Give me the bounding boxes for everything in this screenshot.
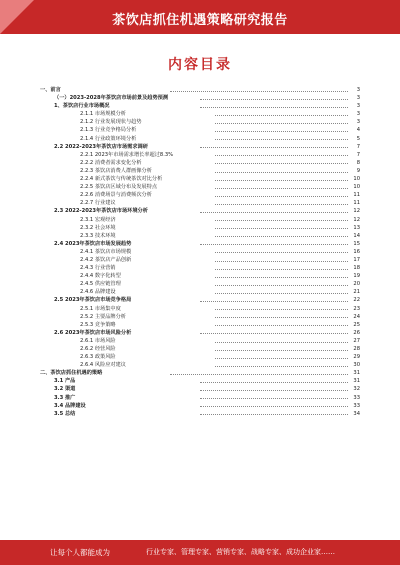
toc-page-number: 29: [353, 354, 360, 361]
toc-entry[interactable]: [40, 110, 360, 118]
toc-page-number: 19: [353, 273, 360, 280]
toc-page-number: 33: [353, 402, 360, 409]
header-bar: [0, 0, 400, 34]
toc-entry-title: 2.2.6 消费场景与消费频次分析: [80, 192, 152, 199]
toc-leader-dots: [215, 293, 348, 294]
footer-bar: [0, 540, 400, 565]
toc-entry-title: （一）2023-2028年茶饮店市场前景及趋势预测: [54, 95, 169, 102]
toc-entry-title: 3.4 品牌建设: [54, 402, 86, 409]
toc-entry-title: 2.6.4 风险应对建议: [80, 362, 126, 369]
toc-entry[interactable]: [40, 272, 360, 280]
toc-leader-dots: [215, 180, 348, 181]
toc-page-number: 21: [353, 289, 360, 296]
toc-page-number: 23: [353, 305, 360, 312]
toc-entry-title: 2.2.5 茶饮店区域分布及发展特点: [80, 184, 158, 191]
toc-entry[interactable]: [40, 224, 360, 232]
toc-page-number: 3: [356, 95, 360, 102]
toc-entry[interactable]: [40, 288, 360, 296]
toc-entry-title: 2.4.6 品牌建设: [80, 289, 116, 296]
toc-leader-dots: [200, 390, 348, 391]
toc-leader-dots: [200, 99, 348, 100]
toc-page-number: 8: [356, 159, 360, 166]
toc-entry[interactable]: [40, 394, 360, 402]
toc-page-number: 16: [353, 248, 360, 255]
toc-leader-dots: [215, 350, 348, 351]
toc-entry[interactable]: [40, 175, 360, 183]
toc-page-number: 34: [353, 410, 360, 417]
toc-entry-title: 2.5.1 市场集中度: [80, 305, 121, 312]
footer-roles: 行业专家、管理专家、营销专家、战略专家、成功企业家……: [146, 548, 335, 556]
toc-entry[interactable]: [40, 377, 360, 385]
toc-leader-dots: [215, 163, 348, 164]
toc-entry-title: 2.2 2022-2023年茶饮店市场需求调研: [54, 143, 148, 150]
toc-entry[interactable]: [40, 191, 360, 199]
toc-entry-title: 2.6.2 经营风险: [80, 346, 116, 352]
toc-entry-title: 2.3 2022-2023年茶饮店市场环境分析: [54, 208, 148, 215]
toc-leader-dots: [215, 188, 348, 189]
toc-entry-title: 2.4.4 数字化转型: [80, 273, 121, 280]
toc-leader-dots: [200, 244, 348, 245]
toc-entry-title: 2.6 2023年茶饮店市场风险分析: [54, 329, 132, 336]
toc-entry-title: 2.6.3 政策风险: [80, 354, 116, 361]
toc-entry-title: 2.1.2 行业发展现状与趋势: [80, 119, 142, 126]
toc-entry[interactable]: [40, 264, 360, 272]
toc-page-number: 31: [353, 378, 360, 385]
toc-leader-dots: [215, 317, 348, 318]
toc-page-number: 10: [353, 184, 360, 191]
toc-page-number: 3: [356, 87, 360, 93]
toc-leader-dots: [200, 212, 348, 213]
toc-entry[interactable]: [40, 345, 360, 353]
toc-heading: 内容目录: [168, 57, 232, 73]
toc-page-number: 28: [353, 346, 360, 352]
toc-leader-dots: [215, 131, 348, 132]
toc-entry-title: 3.2 渠道: [54, 386, 76, 393]
toc-entry-title: 2.6.1 市场风险: [80, 337, 116, 344]
toc-entry-title: 2.1.4 行业政策环境分析: [80, 135, 137, 142]
toc-entry[interactable]: [40, 369, 360, 377]
toc-entry-title: 2.4.5 供应链管理: [80, 281, 121, 288]
toc-page-number: 27: [353, 337, 360, 344]
toc-entry[interactable]: [40, 216, 360, 224]
toc-entry[interactable]: [40, 183, 360, 191]
toc-entry-title: 一、前言: [40, 87, 61, 93]
toc-entry-title: 2.2.1 2023年市场需求增长率超过8.3%: [80, 151, 174, 158]
toc-page-number: 12: [353, 208, 360, 215]
toc-entry[interactable]: [40, 143, 360, 151]
toc-leader-dots: [215, 366, 348, 367]
toc-leader-dots: [215, 325, 348, 326]
toc-entry[interactable]: [40, 232, 360, 240]
toc-entry-title: 3.5 总结: [54, 410, 76, 417]
toc-leader-dots: [215, 342, 348, 343]
toc-leader-dots: [215, 309, 348, 310]
toc-leader-dots: [200, 406, 348, 407]
toc-leader-dots: [215, 204, 348, 205]
toc-entry[interactable]: [40, 329, 360, 337]
toc-page-number: 26: [353, 329, 360, 336]
toc-entry-title: 2.4.1 茶饮店市场规模: [80, 248, 132, 255]
toc-leader-dots: [215, 261, 348, 262]
toc-page-number: 18: [353, 265, 360, 272]
toc-page-number: 31: [353, 370, 360, 377]
toc-leader-dots: [215, 269, 348, 270]
toc-entry[interactable]: [40, 410, 360, 418]
toc-page-number: 33: [353, 394, 360, 401]
footer-lead: 让每个人都能成为: [50, 548, 110, 557]
toc-entry[interactable]: [40, 240, 360, 248]
toc-entry[interactable]: [40, 305, 360, 313]
toc-leader-dots: [215, 155, 348, 156]
report-title: 茶饮店抓住机遇策略研究报告: [112, 13, 288, 28]
toc-leader-dots: [200, 301, 348, 302]
toc-leader-dots: [215, 277, 348, 278]
toc-entry-title: 1、茶饮店行业市场概况: [54, 103, 110, 110]
toc-leader-dots: [170, 91, 348, 92]
toc-leader-dots: [200, 382, 348, 383]
toc-leader-dots: [200, 398, 348, 399]
toc-page-number: 15: [353, 240, 360, 247]
toc-entry-title: 二、茶饮店抓住机遇的策略: [40, 370, 103, 377]
toc-page-number: 24: [353, 313, 360, 320]
toc-entry-title: 2.4.3 行业营销: [80, 265, 116, 272]
toc-entry[interactable]: [40, 86, 360, 94]
toc-entry-title: 2.2.7 行业建议: [80, 200, 116, 207]
toc-entry[interactable]: [40, 118, 360, 126]
toc-entry[interactable]: [40, 313, 360, 321]
toc-entry[interactable]: [40, 337, 360, 345]
toc-entry[interactable]: [40, 353, 360, 361]
toc-entry-title: 2.1.3 行业竞争格局分析: [80, 127, 137, 134]
toc-entry-title: 2.2.4 新式茶饮与传统茶饮对比分析: [80, 176, 163, 183]
toc-entry[interactable]: [40, 248, 360, 256]
toc-page-number: 10: [353, 176, 360, 183]
toc-entry-title: 2.3.2 社会环境: [80, 224, 116, 231]
toc-entry-title: 2.1.1 市场规模分析: [80, 111, 126, 118]
toc-entry[interactable]: [40, 361, 360, 369]
toc-page-number: 25: [353, 321, 360, 328]
toc-entry[interactable]: [40, 385, 360, 393]
toc-leader-dots: [215, 139, 348, 140]
toc-leader-dots: [215, 220, 348, 221]
toc-entry[interactable]: [40, 102, 360, 110]
toc-entry[interactable]: [40, 135, 360, 143]
toc-page-number: 9: [356, 167, 360, 174]
toc-leader-dots: [215, 115, 348, 116]
toc-entry[interactable]: [40, 126, 360, 134]
table-of-contents: [40, 86, 360, 418]
toc-entry[interactable]: [40, 321, 360, 329]
toc-leader-dots: [215, 196, 348, 197]
toc-entry[interactable]: [40, 207, 360, 215]
toc-entry-title: 3.3 推广: [54, 394, 76, 401]
toc-page-number: 3: [356, 119, 360, 126]
toc-leader-dots: [200, 414, 348, 415]
toc-entry[interactable]: [40, 402, 360, 410]
toc-page-number: 20: [353, 281, 360, 288]
toc-leader-dots: [215, 172, 348, 173]
toc-page-number: 32: [353, 386, 360, 393]
toc-page-number: 3: [356, 103, 360, 110]
toc-leader-dots: [200, 107, 348, 108]
toc-entry-title: 2.3.1 宏观经济: [80, 216, 116, 223]
toc-page-number: 17: [353, 256, 360, 263]
toc-leader-dots: [215, 358, 348, 359]
toc-leader-dots: [215, 252, 348, 253]
toc-page-number: 3: [356, 111, 360, 118]
toc-page-number: 4: [356, 127, 360, 134]
toc-page-number: 5: [356, 135, 360, 142]
toc-page-number: 13: [353, 224, 360, 231]
toc-entry[interactable]: [40, 199, 360, 207]
toc-entry-title: 2.3.3 技术环境: [80, 232, 116, 239]
toc-entry[interactable]: [40, 159, 360, 167]
toc-leader-dots: [170, 374, 348, 375]
toc-leader-dots: [200, 333, 348, 334]
toc-page-number: 11: [353, 192, 360, 199]
toc-entry-title: 2.4.2 茶饮店产品创新: [80, 256, 132, 263]
toc-leader-dots: [215, 123, 348, 124]
toc-entry-title: 3.1 产品: [54, 378, 76, 385]
toc-page-number: 12: [353, 216, 360, 223]
toc-entry-title: 2.4 2023年茶饮店市场发展趋势: [54, 240, 132, 247]
toc-entry-title: 2.5 2023年茶饮店市场竞争格局: [54, 297, 132, 304]
toc-entry[interactable]: [40, 280, 360, 288]
toc-page-number: 30: [353, 362, 360, 369]
toc-leader-dots: [215, 228, 348, 229]
toc-entry-title: 2.2.3 茶饮店消费人群画像分析: [80, 167, 152, 174]
toc-entry[interactable]: [40, 151, 360, 159]
toc-entry[interactable]: [40, 167, 360, 175]
toc-page-number: 7: [356, 143, 360, 150]
toc-leader-dots: [215, 236, 348, 237]
toc-entry-title: 2.5.2 主要品牌分析: [80, 313, 126, 320]
toc-entry-title: 2.5.3 竞争策略: [80, 321, 116, 328]
toc-page-number: 22: [353, 297, 360, 304]
toc-entry[interactable]: [40, 94, 360, 102]
toc-entry[interactable]: [40, 296, 360, 304]
toc-page-number: 14: [353, 232, 360, 239]
toc-entry-title: 2.2.2 消费者需求变化分析: [80, 159, 142, 166]
toc-page-number: 7: [356, 151, 360, 158]
toc-entry[interactable]: [40, 256, 360, 264]
toc-leader-dots: [215, 285, 348, 286]
toc-page-number: 11: [353, 200, 360, 207]
toc-leader-dots: [200, 147, 348, 148]
